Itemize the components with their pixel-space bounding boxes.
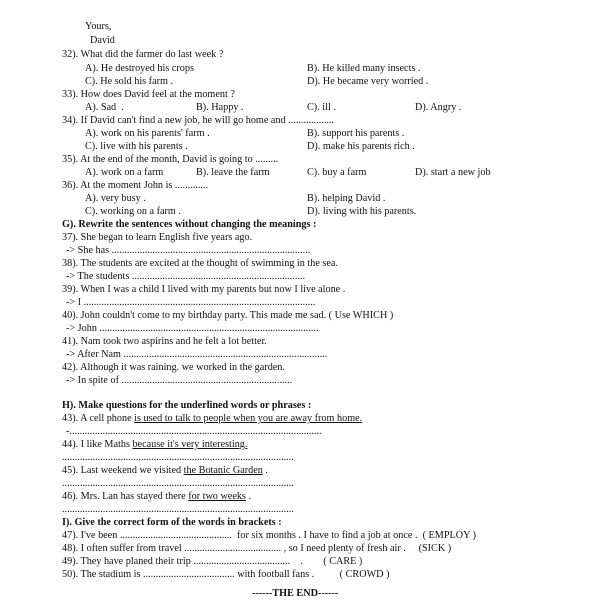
q43-underlined-phrase: is used to talk to people when you are away from home.	[134, 413, 363, 424]
q49-sentence: 49). They have planed their trip ...................................... . ( CARE )	[62, 556, 363, 567]
q34-option-a: A). work on his parents' farm .	[85, 128, 210, 139]
q41-answer-line: -> After Nam ................................................................................	[66, 349, 328, 360]
q44-question	[62, 440, 247, 450]
q47-sentence: 47). I've been ............................................ for six months . I have to find a job at once . ( EMPLOY )	[62, 530, 476, 541]
q34-question: 34). If David can't find a new job, he will go home and ..................	[62, 115, 335, 126]
q33-option-b: B). Happy .	[196, 102, 244, 113]
q33-question: 33). How does David feel at the moment ?	[62, 89, 235, 100]
q34-option-c: C). live with his parents .	[85, 141, 188, 152]
section-i-heading: I). Give the correct form of the words in brackets :	[62, 517, 282, 528]
letter-signature: David	[90, 35, 115, 46]
q33-option-a: A). Sad .	[85, 102, 124, 113]
q35-option-c: C). buy a farm	[307, 167, 367, 178]
q42-answer-line: -> In spite of ...................................................................	[66, 375, 293, 386]
q40-answer-line: -> John ......................................................................................	[66, 323, 319, 334]
q45-suffix: .	[262, 465, 268, 476]
q43-answer-line: -...................................................................................................	[66, 426, 322, 437]
q32-option-b: B). He killed many insects .	[307, 63, 421, 74]
q46-suffix: .	[245, 491, 251, 502]
q32-option-c: C). He sold his farm .	[85, 76, 173, 87]
q46-underlined-phrase: for two weeks	[188, 491, 246, 502]
q36-option-c: C). working on a farm .	[85, 206, 181, 217]
q38-question: 38). The students are excited at the thought of swimming in the sea.	[62, 258, 338, 269]
q50-sentence: 50). The stadium is .................................... with football fans . ( CROWD )	[62, 569, 390, 580]
q39-answer-line: -> I ...........................................................................................	[66, 297, 316, 308]
section-h-heading: H). Make questions for the underlined words or phrases :	[62, 400, 312, 411]
q35-option-d: D). start a new job	[415, 167, 491, 178]
letter-closing: Yours,	[85, 21, 112, 32]
q32-question: 32). What did the farmer do last week ?	[62, 49, 224, 60]
q32-option-a: A). He destroyed his crops	[85, 63, 194, 74]
q35-question: 35). At the end of the month, David is going to .........	[62, 154, 279, 165]
q33-option-c: C). ill .	[307, 102, 336, 113]
q46-prefix: 46). Mrs. Lan has stayed there	[62, 491, 189, 502]
q38-answer-line: -> The students ....................................................................	[66, 271, 306, 282]
section-g-heading: G). Rewrite the sentences without changing the meanings :	[62, 219, 317, 230]
q35-option-b: B). leave the farm	[196, 167, 270, 178]
q46-question	[62, 492, 251, 502]
q35-option-a: A). work on a farm	[85, 167, 164, 178]
q36-option-d: D). living with his parents.	[307, 206, 417, 217]
q39-question: 39). When I was a child I lived with my parents but now I live alone .	[62, 284, 346, 295]
q43-question	[62, 414, 362, 424]
q44-answer-line: ...........................................................................................	[62, 452, 294, 463]
q42-question: 42). Although it was raining. we worked in the garden.	[62, 362, 285, 373]
q46-answer-line: ...........................................................................................	[62, 504, 294, 515]
q44-prefix: 44). I like Maths	[62, 439, 133, 450]
q32-option-d: D). He became very worried .	[307, 76, 429, 87]
q48-sentence: 48). I often suffer from travel ...................................... , so I need plenty of fresh air . (SICK )	[62, 543, 452, 554]
q44-underlined-phrase: because it's very interesting.	[132, 439, 248, 450]
q40-question: 40). John couldn't come to my birthday party. This made me sad. ( Use WHICH )	[62, 310, 394, 321]
q37-question: 37). She began to learn English five years ago.	[62, 232, 253, 243]
q33-option-d: D). Angry .	[415, 102, 462, 113]
q36-option-a: A). very busy .	[85, 193, 146, 204]
q34-option-b: B). support his parents .	[307, 128, 405, 139]
q45-prefix: 45). Last weekend we visited	[62, 465, 184, 476]
q37-answer-line: -> She has ..............................................................................	[66, 245, 311, 256]
q36-question: 36). At the moment John is .............	[62, 180, 209, 191]
q45-answer-line: ...........................................................................................	[62, 478, 294, 489]
q34-option-d: D). make his parents rich .	[307, 141, 415, 152]
q43-prefix: 43). A cell phone	[62, 413, 135, 424]
q45-question	[62, 466, 268, 476]
the-end-footer: ------THE END------	[252, 588, 339, 599]
q36-option-b: B). helping David .	[307, 193, 386, 204]
q41-question: 41). Nam took two aspirins and he felt a lot better.	[62, 336, 267, 347]
q45-underlined-phrase: the Botanic Garden	[183, 465, 263, 476]
